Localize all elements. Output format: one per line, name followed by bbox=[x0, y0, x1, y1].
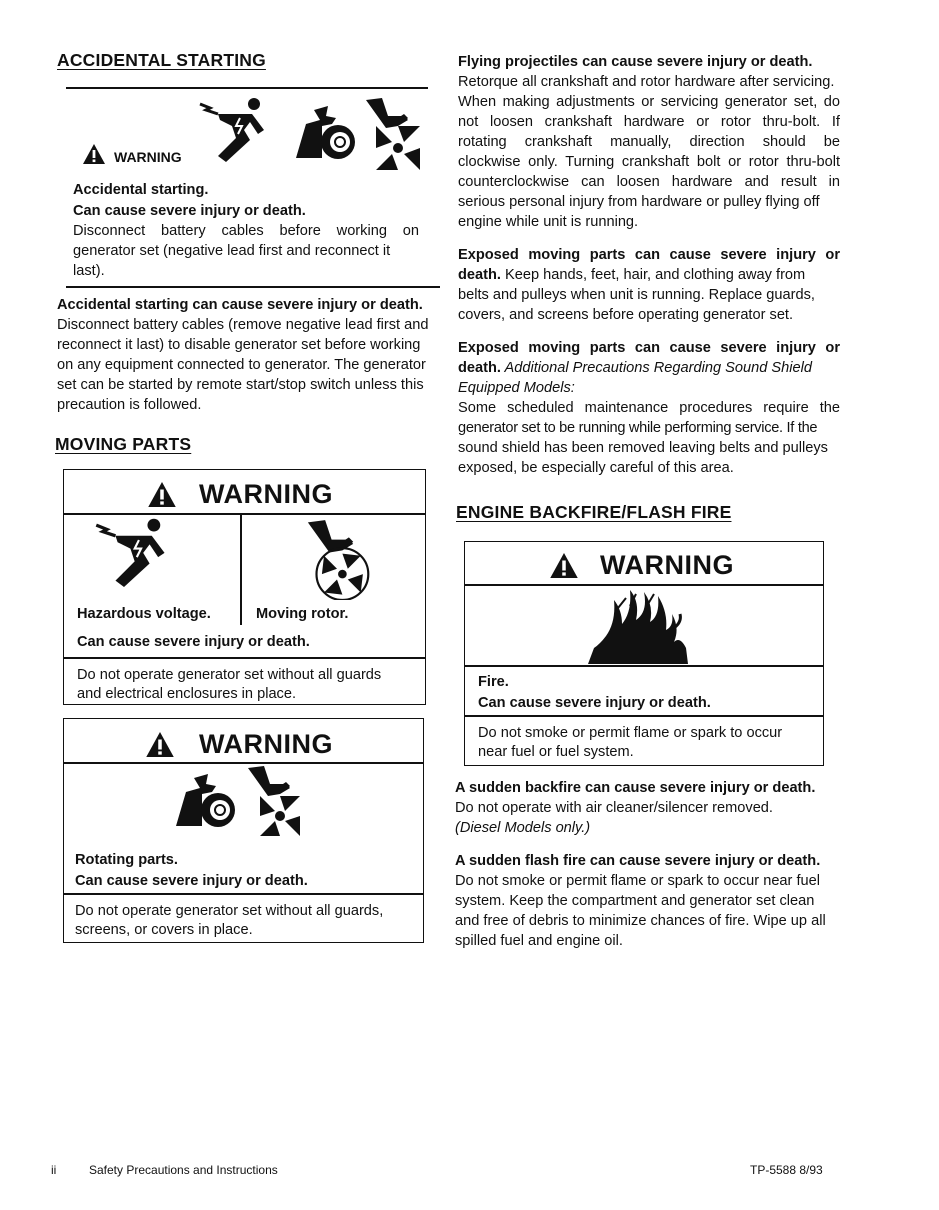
exposed2-bold: Exposed moving parts can cause severe injury or bbox=[458, 340, 840, 356]
hazardous-voltage-caption: Hazardous voltage. bbox=[77, 606, 211, 622]
exposed1-bold-death: death. bbox=[458, 267, 501, 283]
flying-line: clockwise only. Turning crankshaft bolt or rotor thru-bolt bbox=[458, 154, 840, 170]
box2-severity: Can cause severe injury or death. bbox=[75, 873, 308, 889]
fire-title: Fire. bbox=[478, 674, 509, 690]
backfire-bold: A sudden backfire can cause severe injury or death. bbox=[455, 780, 816, 796]
moving-rotor-caption: Moving rotor. bbox=[256, 606, 349, 622]
divider bbox=[63, 893, 424, 895]
box2-title: Rotating parts. bbox=[75, 852, 178, 868]
divider bbox=[66, 286, 440, 288]
hazardous-voltage-icon bbox=[196, 96, 286, 168]
flying-line: serious personal injury from hardware or pulley flying off bbox=[458, 194, 820, 210]
flying-line: rotating crankshaft manually, direction should be bbox=[458, 134, 840, 150]
accidental-para-line: set can be started by remote start/stop switch unless this bbox=[57, 377, 424, 393]
accidental-para-line: on any equipment connected to generator. The generator bbox=[57, 357, 426, 373]
accidental-line3: last). bbox=[73, 263, 105, 279]
accidental-line1: Disconnect battery cables before working on bbox=[73, 223, 419, 239]
flying-bold: Flying projectiles can cause severe injury or death. bbox=[458, 54, 813, 70]
exposed2-italic: Additional Precautions Regarding Sound Shield bbox=[500, 360, 812, 376]
box1-line: and electrical enclosures in place. bbox=[77, 686, 297, 702]
divider bbox=[464, 715, 824, 717]
fire-severity: Can cause severe injury or death. bbox=[478, 695, 711, 711]
exposed2-italic-line: Equipped Models: bbox=[458, 380, 575, 396]
exposed2-line: exposed, be especially careful of this area. bbox=[458, 460, 734, 476]
box2-line: Do not operate generator set without all guards, bbox=[75, 903, 384, 919]
footer-doc-number: TP-5588 8/93 bbox=[750, 1163, 823, 1177]
moving-rotor-icon bbox=[295, 518, 379, 600]
box1-line: Do not operate generator set without all guards bbox=[77, 667, 382, 683]
accidental-line2: generator set (negative lead first and reconnect it bbox=[73, 243, 391, 259]
rotating-parts-icon bbox=[292, 100, 358, 162]
warning-triangle-icon bbox=[550, 553, 578, 578]
divider bbox=[240, 513, 242, 625]
backfire-line: (Diesel Models only.) bbox=[455, 820, 591, 836]
divider bbox=[464, 584, 824, 586]
moving-rotor-icon bbox=[240, 762, 310, 842]
hazardous-voltage-icon bbox=[92, 514, 188, 596]
warning-heading: WARNING bbox=[199, 729, 333, 759]
accidental-para-line: precaution is followed. bbox=[57, 397, 202, 413]
accidental-para-line: Disconnect battery cables (remove negative lead first and bbox=[57, 317, 429, 333]
flying-line: counterclockwise can loosen hardware and result in bbox=[458, 174, 840, 190]
exposed2-line: generator set to be running while performing service. If the bbox=[458, 420, 818, 436]
moving-parts-heading: MOVING PARTS bbox=[55, 434, 192, 454]
accidental-para-bold: Accidental starting can cause severe injury or death. bbox=[57, 297, 423, 313]
fire-line: Do not smoke or permit flame or spark to occur bbox=[478, 725, 783, 741]
flash-line: system. Keep the compartment and generator set clean bbox=[455, 893, 815, 909]
exposed2-bold-death: death. bbox=[458, 360, 501, 376]
exposed2-line: sound shield has been removed leaving belts and pulleys bbox=[458, 440, 828, 456]
engine-backfire-heading: ENGINE BACKFIRE/FLASH FIRE bbox=[456, 502, 732, 522]
exposed1-line bbox=[458, 265, 840, 285]
box2-line: screens, or covers in place. bbox=[75, 922, 253, 938]
divider bbox=[66, 87, 428, 89]
flying-line: Retorque all crankshaft and rotor hardware after servicing. bbox=[458, 74, 835, 90]
exposed2-line bbox=[458, 358, 812, 378]
warning-heading: WARNING bbox=[600, 550, 734, 580]
accidental-severity: Can cause severe injury or death. bbox=[73, 203, 306, 219]
box1-severity: Can cause severe injury or death. bbox=[77, 634, 310, 650]
footer-title: Safety Precautions and Instructions bbox=[89, 1163, 278, 1177]
warning-triangle-icon bbox=[146, 732, 174, 757]
flash-bold: A sudden flash fire can cause severe injury or death. bbox=[455, 853, 821, 869]
exposed1-text: Keep hands, feet, hair, and clothing away from bbox=[500, 267, 806, 283]
flying-line: not loosen crankshaft hardware or rotor thru-bolt. If bbox=[458, 114, 840, 130]
flash-line: spilled fuel and engine oil. bbox=[455, 933, 623, 949]
exposed1-line: belts and pulleys when unit is running. Replace guards, bbox=[458, 287, 815, 303]
warning-label: WARNING bbox=[114, 149, 182, 165]
flash-line: and free of debris to minimize chances of fire. Wipe up all bbox=[455, 913, 826, 929]
divider bbox=[63, 657, 426, 659]
fire-line: near fuel or fuel system. bbox=[478, 744, 634, 760]
moving-rotor-icon bbox=[358, 96, 428, 172]
exposed2-line: Some scheduled maintenance procedures require the bbox=[458, 400, 840, 416]
page-number: ii bbox=[51, 1163, 57, 1177]
accidental-starting-heading: ACCIDENTAL STARTING bbox=[57, 50, 266, 70]
fire-icon bbox=[588, 588, 690, 664]
flash-line: Do not smoke or permit flame or spark to occur near fuel bbox=[455, 873, 820, 889]
accidental-title: Accidental starting. bbox=[73, 182, 209, 198]
exposed1-line: covers, and screens before operating generator set. bbox=[458, 307, 794, 323]
flying-line: When making adjustments or servicing generator set, do bbox=[458, 94, 840, 110]
accidental-para-line: reconnect it last) to disable generator set before working bbox=[57, 337, 421, 353]
divider bbox=[464, 665, 824, 667]
exposed1-bold: Exposed moving parts can cause severe injury or bbox=[458, 247, 840, 263]
backfire-line: Do not operate with air cleaner/silencer removed. bbox=[455, 800, 773, 816]
warning-heading: WARNING bbox=[199, 479, 333, 509]
rotating-parts-icon bbox=[172, 768, 238, 830]
flying-line: engine while unit is running. bbox=[458, 214, 639, 230]
warning-triangle-icon bbox=[83, 144, 105, 164]
warning-triangle-icon bbox=[148, 482, 176, 507]
